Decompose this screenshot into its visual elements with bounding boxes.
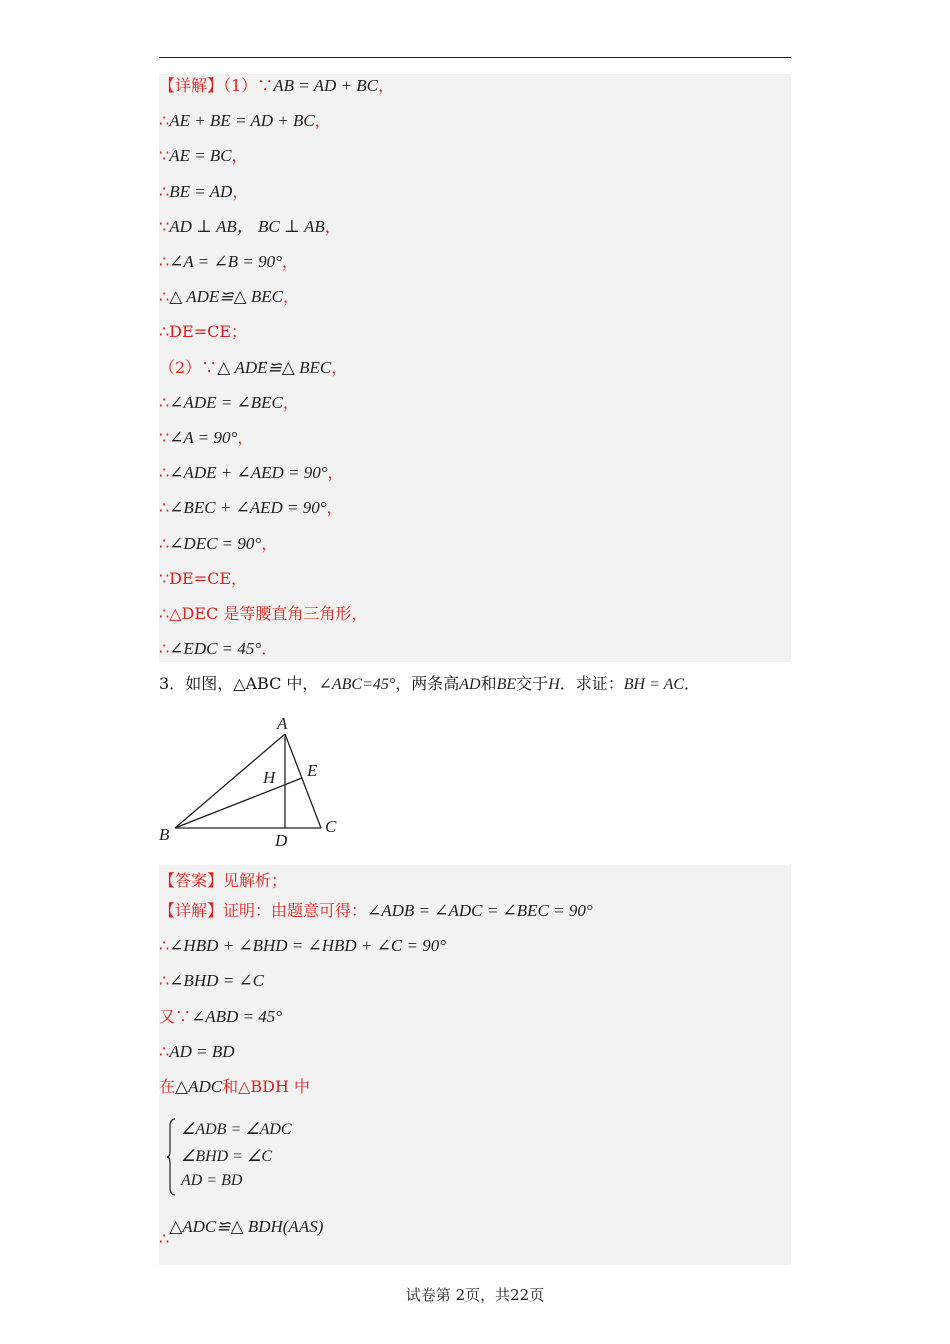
block2-line: [159, 971, 264, 991]
line-prefix: 又∵: [159, 1006, 192, 1026]
block2-line: [159, 1042, 234, 1062]
block1-line: [159, 569, 247, 589]
line-math: △ADC: [175, 1077, 223, 1096]
line-suffix: ，: [261, 533, 278, 553]
line-prefix: ∴DE=CE；: [159, 322, 248, 342]
line-suffix: ，: [331, 357, 348, 377]
line-prefix: ∴: [159, 252, 170, 271]
line-prefix: ∴△DEC 是等腰直角三角形，: [159, 604, 368, 623]
line-prefix: ∴: [159, 1041, 170, 1061]
question-math: H: [548, 676, 560, 693]
line-suffix: ，: [281, 252, 298, 271]
block1-line: [159, 217, 341, 237]
question-text: ，两条高: [395, 674, 460, 693]
equation-system: [167, 1117, 367, 1201]
block1-line: [159, 111, 331, 131]
line-prefix: 【详解】证明：由题意可得：: [159, 901, 368, 920]
line-prefix: ∵: [159, 428, 170, 447]
line-math: BE = AD: [169, 181, 233, 201]
line-math: ∠A = ∠B = 90°: [169, 252, 282, 271]
label-h: H: [263, 768, 276, 787]
line-math: ∠ADE + ∠AED = 90°: [169, 463, 328, 483]
line-math: ∠A = 90°: [169, 428, 238, 447]
line-prefix: ∴: [159, 111, 170, 131]
block1-line: [159, 463, 344, 483]
question-math: BH = AC: [623, 676, 685, 693]
conclusion-line: [159, 1217, 324, 1248]
line-math: ∠ADE = ∠BEC: [169, 392, 283, 412]
brace-icon: [167, 1117, 177, 1197]
conclusion-math: △ADC≌△ BDH(AAS): [169, 1217, 324, 1236]
line-suffix: ，: [282, 392, 299, 412]
label-d: D: [275, 831, 288, 850]
block1-line: [159, 358, 347, 378]
line-suffix: ，: [326, 498, 343, 518]
block1-line: [159, 287, 299, 307]
solution-block-2: [159, 865, 791, 1265]
label-c: C: [325, 817, 337, 836]
line-prefix: ∴: [159, 498, 170, 518]
question-text: ．: [684, 674, 701, 693]
question-3: [159, 674, 700, 695]
line-math: △ ADE≌△ BEC: [169, 287, 283, 307]
solution-block-1: [159, 74, 791, 662]
line-prefix: ∴: [159, 533, 170, 553]
top-rule: [159, 57, 791, 58]
block2-line: [159, 901, 593, 921]
line-math: AB = AD + BC: [273, 76, 378, 95]
label-b: B: [159, 825, 170, 844]
line-prefix: 【详解】（1）∵: [159, 76, 274, 95]
line-prefix: ∴: [159, 936, 170, 956]
block1-line: [159, 534, 277, 554]
line-suffix: ，: [377, 76, 394, 95]
block1-line: [159, 182, 248, 202]
line-math: AE + BE = AD + BC: [169, 111, 315, 131]
system-row: ∠BHD = ∠C: [181, 1148, 273, 1165]
line-suffix: ，: [237, 428, 254, 447]
line-prefix: ∴: [159, 971, 170, 991]
altitude-be: [175, 778, 302, 828]
block1-line: [159, 322, 247, 342]
question-text: 交于: [516, 674, 549, 693]
line-math: AD = BD: [169, 1041, 235, 1061]
line-prefix: ∴: [159, 392, 170, 412]
side-ac: [285, 734, 321, 828]
block1-line: [159, 146, 248, 166]
system-row: ∠ADB = ∠ADC: [181, 1121, 292, 1138]
line-math: ∠ADB = ∠ADC = ∠BEC = 90°: [367, 901, 593, 920]
line-math: ∠ABD = 45°: [191, 1006, 283, 1026]
system-row: AD = BD: [181, 1172, 243, 1189]
line-prefix: ∵DE=CE，: [159, 568, 248, 588]
line-suffix: ，: [314, 111, 331, 131]
question-text: 和: [480, 674, 497, 693]
line-prefix: ∴: [159, 287, 170, 307]
triangle-diagram: [155, 712, 355, 852]
line-suffix: ，: [232, 181, 249, 201]
line-math: △ ADE≌△ BEC: [217, 357, 332, 377]
line-prefix: ∴: [159, 463, 170, 483]
therefore-symbol: ∴: [159, 1229, 170, 1248]
line-math: ∠BHD = ∠C: [169, 971, 264, 991]
line-prefix: ∵: [159, 146, 170, 166]
block2-line: [159, 1007, 282, 1027]
line-suffix: ，: [327, 463, 344, 483]
label-a: A: [277, 714, 288, 733]
line-suffix: ，: [231, 146, 248, 166]
line-math: ∠EDC = 45°: [169, 639, 262, 659]
line-prefix: ∵: [159, 216, 170, 236]
line-prefix: ∴: [159, 181, 170, 201]
line-math: AE = BC: [169, 146, 232, 166]
line-prefix: ∴: [159, 639, 170, 659]
block1-line: [159, 428, 253, 448]
answer-line: [159, 871, 287, 891]
question-text: 如图，△ABC 中，: [185, 674, 319, 693]
line-suffix: 和△BDH 中: [222, 1077, 311, 1096]
line-suffix: ，: [324, 216, 341, 236]
block1-line: [159, 393, 299, 413]
page-footer: 试卷第 2页，共22页: [405, 1286, 545, 1304]
block2-line: [159, 936, 446, 956]
line-prefix: 在: [159, 1077, 176, 1096]
line-suffix: ，: [282, 287, 299, 307]
line-math: ∠HBD + ∠BHD = ∠HBD + ∠C = 90°: [169, 936, 447, 956]
question-math: ∠ABC=45°: [318, 676, 396, 693]
block1-line: [159, 639, 277, 659]
question-math: BE: [496, 676, 517, 693]
line-prefix: （2）∵: [159, 357, 218, 377]
block1-line: [159, 604, 367, 624]
line-math: ∠BEC + ∠AED = 90°: [169, 498, 327, 518]
answer-text: 见解析；: [223, 871, 288, 890]
question-number: 3．: [159, 674, 186, 693]
line-suffix: ．: [261, 639, 278, 659]
block1-line: [159, 252, 298, 272]
answer-tag: 【答案】: [159, 871, 224, 890]
line-math: AD ⊥ AB， BC ⊥ AB: [169, 216, 325, 236]
block2-line: [159, 1077, 310, 1097]
question-text: ．求证：: [559, 674, 624, 693]
question-math: AD: [459, 676, 481, 693]
block1-line: [159, 76, 394, 96]
block1-line: [159, 498, 343, 518]
label-e: E: [307, 761, 318, 780]
line-math: ∠DEC = 90°: [169, 533, 262, 553]
